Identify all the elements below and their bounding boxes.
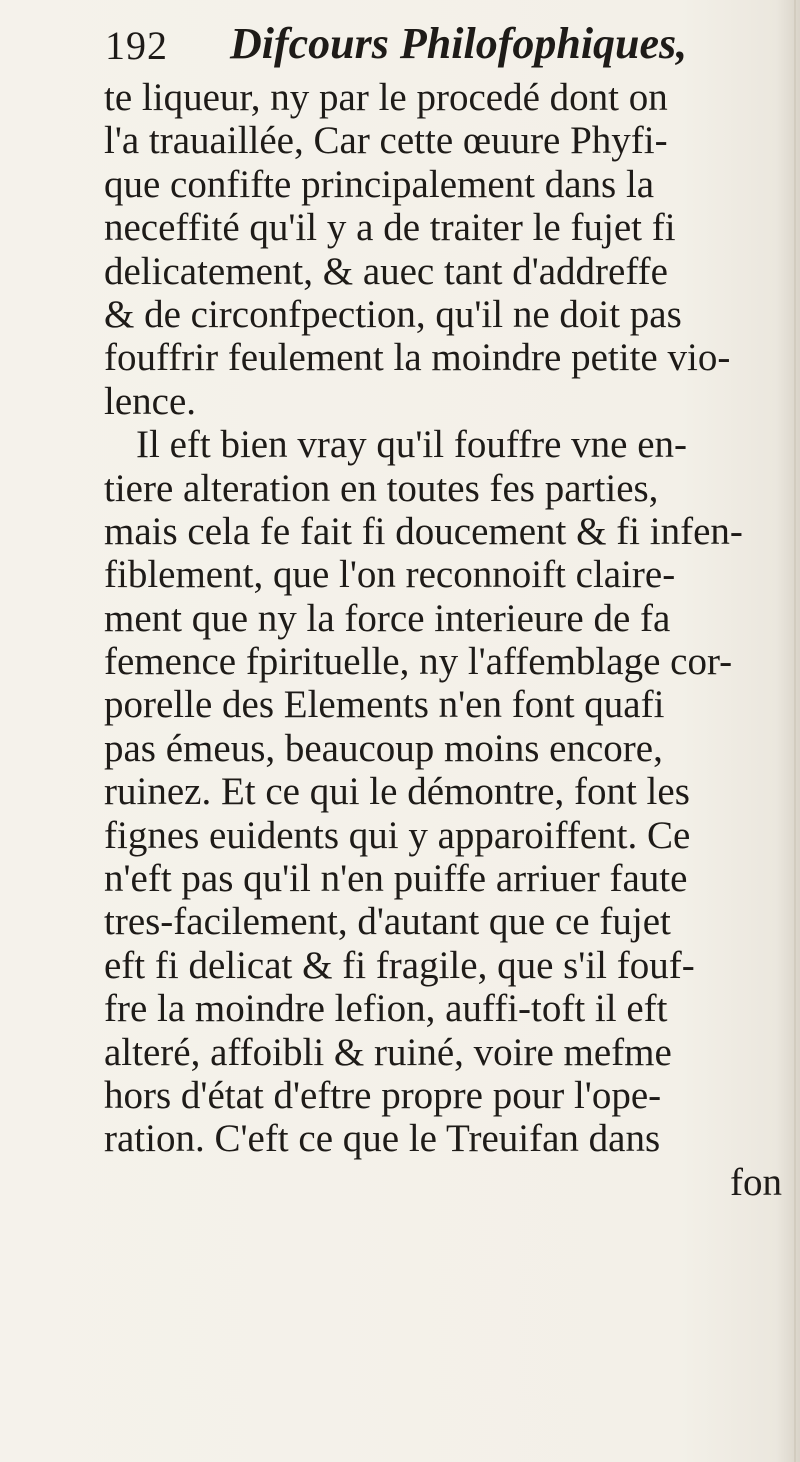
text-line: alteré, affoibli & ruiné, voire mefme xyxy=(104,1030,672,1074)
text-line: l'a trauaillée, Car cette œuure Phyfi- xyxy=(104,119,668,163)
text-line: fre la moindre lefion, auffi-toft il eft xyxy=(104,987,668,1031)
text-line: ruinez. Et ce qui le démontre, font les xyxy=(104,770,690,814)
text-line: que confifte principalement dans la xyxy=(104,162,655,206)
text-line: fignes euidents qui y apparoiffent. Ce xyxy=(104,813,691,857)
text-line: lence. xyxy=(104,379,197,423)
paragraph-start-line: Il eft bien vray qu'il fouffre vne en- xyxy=(136,423,688,467)
text-line: n'eft pas qu'il n'en puiffe arriuer faute xyxy=(104,857,688,901)
text-line: fiblement, que l'on reconnoift claire- xyxy=(104,553,676,597)
text-line: & de circonfpection, qu'il ne doit pas xyxy=(104,292,682,336)
running-head: Difcours Philofophiques, xyxy=(230,19,688,68)
text-line: porelle des Elements n'en font quafi xyxy=(104,683,665,727)
catchword: fon xyxy=(730,1160,782,1204)
text-line: hors d'état d'eftre propre pour l'ope- xyxy=(104,1073,662,1117)
text-line: tiere alteration en toutes fes parties, xyxy=(104,466,659,510)
text-line: ment que ny la force interieure de fa xyxy=(104,596,671,640)
body-text xyxy=(104,76,794,1204)
page-header xyxy=(105,18,688,80)
text-line: delicatement, & auec tant d'addreffe xyxy=(104,249,668,293)
page-number: 192 xyxy=(105,23,168,68)
text-line: neceffité qu'il y a de traiter le fujet fi xyxy=(104,206,676,250)
text-line: tres-facilement, d'autant que ce fujet xyxy=(104,900,671,944)
text-line: te liqueur, ny par le procedé dont on xyxy=(104,76,668,119)
text-line: fouffrir feulement la moindre petite vio- xyxy=(104,336,731,380)
text-line: mais cela fe fait fi doucement & fi infen- xyxy=(104,509,743,553)
text-line: femence fpirituelle, ny l'affemblage cor- xyxy=(104,640,733,684)
text-line: ration. C'eft ce que le Treuifan dans xyxy=(104,1117,661,1161)
text-line: pas émeus, beaucoup moins encore, xyxy=(104,726,663,770)
text-line: eft fi delicat & fi fragile, que s'il fouf- xyxy=(104,943,695,987)
page-edge xyxy=(794,0,796,1462)
